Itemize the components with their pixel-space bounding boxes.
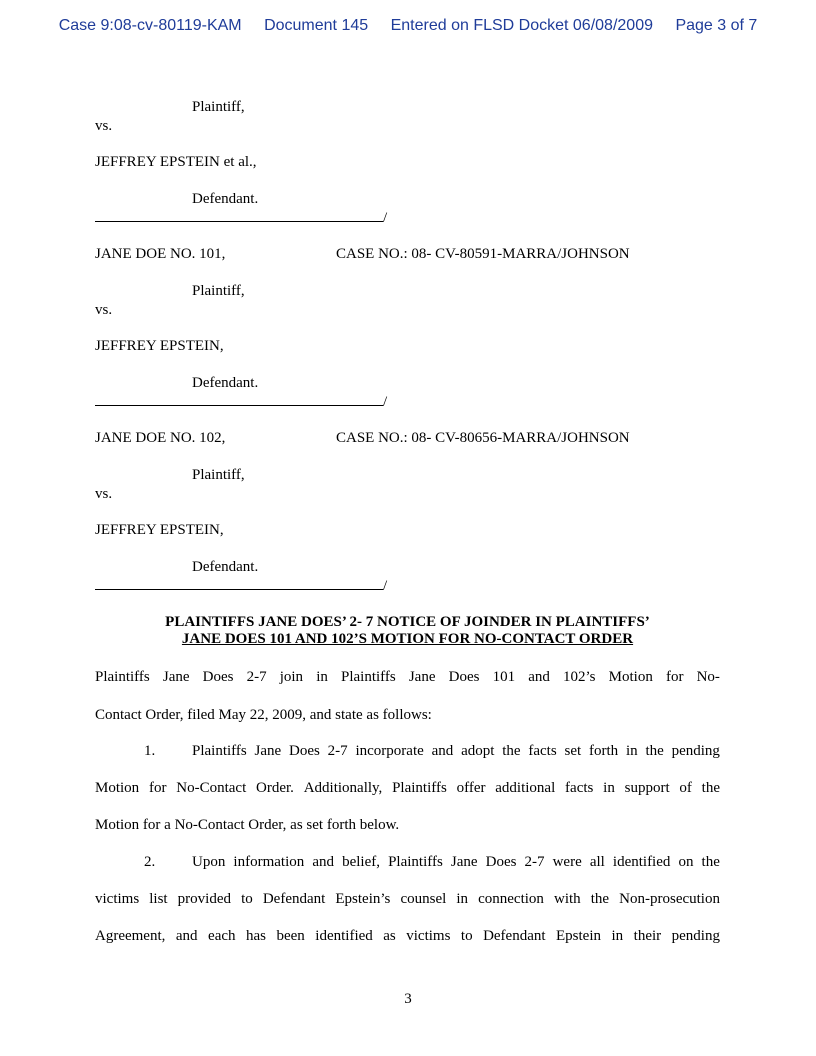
document-title: [95, 614, 720, 648]
caption3-plaintiff: JANE DOE NO. 102,: [95, 430, 226, 446]
word: the: [701, 780, 720, 796]
caption2-defendant: JEFFREY EPSTEIN,: [95, 338, 224, 354]
word: Jane: [450, 854, 478, 870]
word: of: [679, 780, 692, 796]
caption2-plaintiff-role: Plaintiff,: [192, 283, 245, 299]
word: in: [316, 669, 328, 685]
word: the: [502, 743, 521, 759]
word: on: [678, 854, 694, 870]
word: their: [633, 928, 662, 944]
word: and: [431, 743, 454, 759]
paragraph-1-line-3: Motion for a No-Contact Order, as set forth below.: [95, 817, 400, 833]
word: join: [279, 669, 304, 685]
word: 2-7: [524, 854, 545, 870]
word: forth: [588, 743, 619, 759]
word: for: [665, 669, 684, 685]
word: the: [590, 891, 610, 907]
word: Agreement,: [95, 928, 166, 944]
word: provided: [177, 891, 231, 907]
paragraph-1-number: 1.: [144, 743, 156, 759]
word: Plaintiffs: [340, 669, 396, 685]
word: Plaintiffs: [95, 669, 150, 685]
word: as: [383, 928, 396, 944]
word: and: [528, 669, 550, 685]
word: Epstein’s: [335, 891, 391, 907]
word: Does: [202, 669, 234, 685]
word: counsel: [400, 891, 447, 907]
word: Does: [289, 743, 320, 759]
word: in: [456, 891, 469, 907]
caption3-signature-line: [95, 576, 387, 595]
caption3-case-number: CASE NO.: 08- CV-80656-MARRA/JOHNSON: [336, 430, 630, 446]
word: support: [624, 780, 670, 796]
word: victims: [95, 891, 140, 907]
title-line-1: PLAINTIFFS JANE DOES’ 2- 7 NOTICE OF JOINDER IN PLAINTIFFS’: [165, 614, 650, 630]
word: with: [554, 891, 581, 907]
word: and: [312, 854, 334, 870]
word: all: [589, 854, 605, 870]
word: Defendant: [483, 928, 546, 944]
caption1-plaintiff-role: Plaintiff,: [192, 99, 245, 115]
word: Defendant: [262, 891, 326, 907]
intro-line-2: Contact Order, filed May 22, 2009, and state as follows:: [95, 707, 432, 723]
header-entered-date: Entered on FLSD Docket 06/08/2009: [390, 17, 653, 34]
word: 102’s: [563, 669, 596, 685]
caption3-defendant-role: Defendant.: [192, 559, 259, 575]
caption3-slash: /: [383, 578, 388, 594]
paragraph-2-line-3: [95, 927, 720, 945]
word: 2-7: [327, 743, 348, 759]
word: identified: [315, 928, 373, 944]
word: for: [148, 780, 167, 796]
word: belief,: [342, 854, 380, 870]
word: Jane: [254, 743, 282, 759]
caption2-vs: vs.: [95, 302, 113, 318]
word: Does: [485, 854, 517, 870]
caption2-slash: /: [383, 394, 388, 410]
word: victims: [406, 928, 451, 944]
word: and: [175, 928, 198, 944]
word: in: [603, 780, 615, 796]
word: additional: [495, 780, 556, 796]
word: set: [564, 743, 582, 759]
header-page-count: Page 3 of 7: [675, 17, 758, 34]
caption1-vs: vs.: [95, 118, 113, 134]
word: to: [460, 928, 473, 944]
intro-line-1: [95, 668, 720, 686]
caption1-defendant: JEFFREY EPSTEIN et al.,: [95, 154, 257, 170]
paragraph-2-number: 2.: [144, 854, 156, 870]
word: in: [625, 743, 638, 759]
header-document-number: Document 145: [264, 17, 369, 34]
caption2-signature-line: [95, 392, 387, 411]
caption2-defendant-role: Defendant.: [192, 375, 259, 391]
word: information: [233, 854, 305, 870]
word: identified: [612, 854, 671, 870]
word: connection: [478, 891, 544, 907]
word: No-: [696, 669, 720, 685]
word: were: [552, 854, 582, 870]
word: to: [241, 891, 253, 907]
word: Motion: [95, 780, 140, 796]
paragraph-2-line-2: [95, 890, 720, 908]
title-line-2: JANE DOES 101 AND 102’S MOTION FOR NO-CONTACT ORDER: [181, 631, 634, 647]
paragraph-1-line-1: [192, 742, 720, 760]
docket-header: [0, 17, 816, 35]
word: facts: [565, 780, 594, 796]
word: Jane: [408, 669, 436, 685]
word: incorporate: [355, 743, 424, 759]
word: 2-7: [246, 669, 267, 685]
caption3-plaintiff-role: Plaintiff,: [192, 467, 245, 483]
word: No-Contact: [176, 780, 247, 796]
word: list: [149, 891, 168, 907]
word: Upon: [192, 854, 226, 870]
word: Plaintiffs: [388, 854, 443, 870]
page-number: 3: [404, 991, 412, 1007]
word: Jane: [162, 669, 190, 685]
word: offer: [456, 780, 486, 796]
word: in: [611, 928, 624, 944]
word: the: [645, 743, 664, 759]
word: been: [276, 928, 305, 944]
word: pending: [671, 743, 720, 759]
word: Plaintiffs: [392, 780, 447, 796]
word: pending: [671, 928, 720, 944]
paragraph-2-line-1: [192, 853, 720, 871]
caption1-defendant-role: Defendant.: [192, 191, 259, 207]
caption2-case-number: CASE NO.: 08- CV-80591-MARRA/JOHNSON: [336, 246, 630, 262]
word: has: [246, 928, 266, 944]
caption2-plaintiff: JANE DOE NO. 101,: [95, 246, 226, 262]
word: 101: [492, 669, 516, 685]
word: Plaintiffs: [192, 743, 247, 759]
paragraph-1-line-2: [95, 779, 720, 797]
word: Motion: [608, 669, 653, 685]
header-case-number: Case 9:08-cv-80119-KAM: [58, 17, 242, 34]
caption1-signature-line: [95, 208, 387, 227]
word: the: [701, 854, 720, 870]
word: facts: [528, 743, 557, 759]
word: each: [208, 928, 236, 944]
word: Non-prosecution: [619, 891, 720, 907]
word: adopt: [461, 743, 495, 759]
caption3-defendant: JEFFREY EPSTEIN,: [95, 522, 224, 538]
word: Order.: [256, 780, 294, 796]
caption3-vs: vs.: [95, 486, 113, 502]
word: Does: [448, 669, 480, 685]
caption1-slash: /: [383, 210, 388, 226]
word: Additionally,: [303, 780, 383, 796]
word: Epstein: [556, 928, 602, 944]
